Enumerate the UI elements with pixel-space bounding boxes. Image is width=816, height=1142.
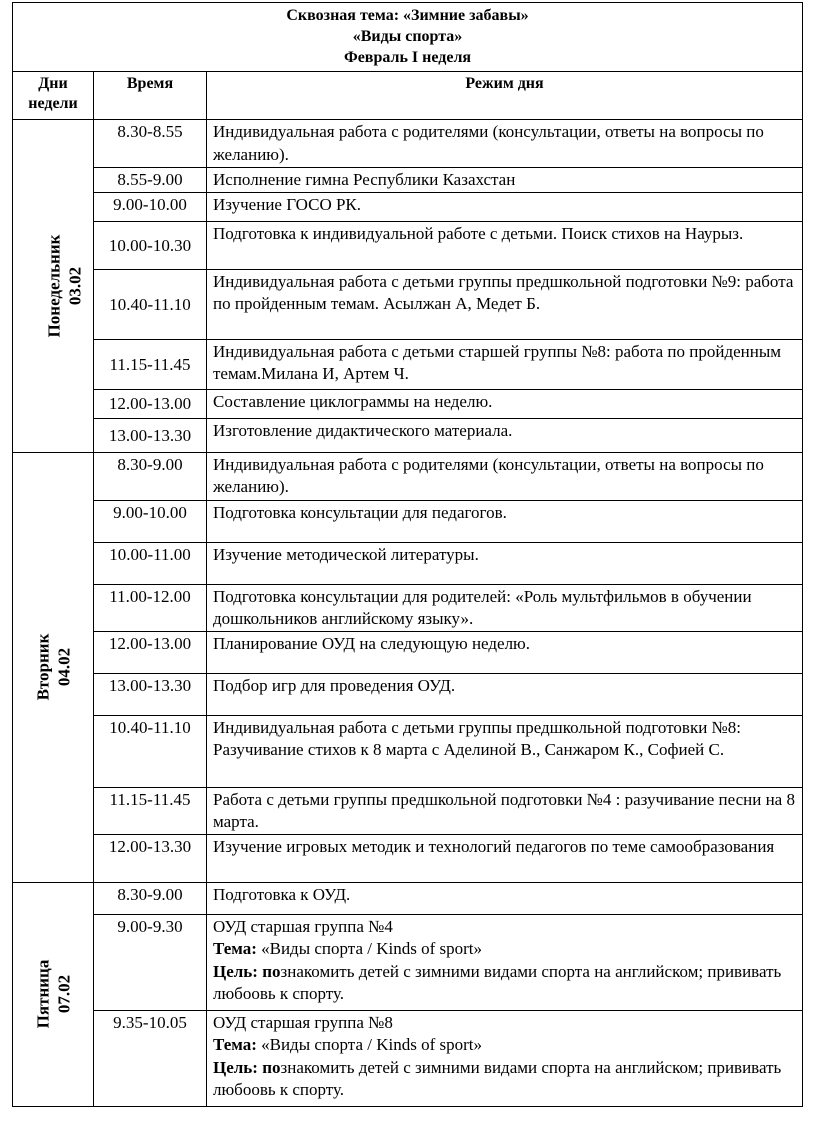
lesson-group: ОУД старшая группа №8 bbox=[213, 1012, 393, 1032]
activity-cell: Составление циклограммы на неделю. bbox=[207, 389, 803, 418]
time-cell: 10.40-11.10 bbox=[94, 269, 207, 339]
time-cell: 10.00-10.30 bbox=[94, 221, 207, 269]
time-cell: 11.15-11.45 bbox=[94, 787, 207, 834]
days-column-header: Дни недели bbox=[13, 72, 94, 120]
activity-cell: Подготовка к индивидуальной работе с детьми. Поиск стихов на Наурыз. bbox=[207, 221, 803, 269]
table-row bbox=[13, 269, 803, 339]
activity-cell: Изготовление дидактического материала. bbox=[207, 418, 803, 452]
time-cell: 8.55-9.00 bbox=[94, 168, 207, 193]
table-row bbox=[13, 192, 803, 221]
time-cell: 11.15-11.45 bbox=[94, 339, 207, 389]
table-row bbox=[13, 168, 803, 193]
table-row bbox=[13, 715, 803, 787]
time-cell: 12.00-13.30 bbox=[94, 834, 207, 882]
day-cell-friday bbox=[13, 882, 94, 1106]
time-cell: 11.00-12.00 bbox=[94, 584, 207, 631]
activity-cell: Подготовка консультации для педагогов. bbox=[207, 500, 803, 542]
column-header-row bbox=[13, 72, 803, 120]
table-row bbox=[13, 673, 803, 715]
lesson-topic: Тема: «Виды спорта / Kinds of sport» bbox=[213, 1035, 482, 1054]
day-cell-tuesday bbox=[13, 452, 94, 882]
table-row bbox=[13, 914, 803, 1010]
lesson-group: ОУД старшая группа №4 bbox=[213, 916, 393, 936]
time-cell: 8.30-8.55 bbox=[94, 120, 207, 168]
time-cell: 8.30-9.00 bbox=[94, 452, 207, 500]
activity-cell: Индивидуальная работа с детьми группы предшкольной подготовки №8: Разучивание стихов к 8 марта с Аделиной В., Санжаром К., Софией С. bbox=[207, 715, 803, 787]
time-cell: 9.00-10.00 bbox=[94, 192, 207, 221]
table-title bbox=[13, 3, 803, 72]
activity-cell: Изучение игровых методик и технологий педагогов по теме самообразования bbox=[207, 834, 803, 882]
activity-cell: Подготовка консультации для родителей: «Роль мультфильмов в обучении дошкольников английскому языку». bbox=[207, 584, 803, 631]
activity-cell: Индивидуальная работа с родителями (консультации, ответы на вопросы по желанию). bbox=[207, 452, 803, 500]
title-line-2: «Виды спорта» bbox=[352, 28, 463, 45]
table-row bbox=[13, 787, 803, 834]
activity-cell: Работа с детьми группы предшкольной подготовки №4 : разучивание песни на 8 марта. bbox=[207, 787, 803, 834]
title-line-1: Сквозная тема: «Зимние забавы» bbox=[286, 7, 529, 24]
table-row bbox=[13, 389, 803, 418]
activity-cell: Планирование ОУД на следующую неделю. bbox=[207, 631, 803, 673]
title-line-3: Февраль I неделя bbox=[343, 49, 472, 66]
table-header-row bbox=[13, 3, 803, 72]
table-row bbox=[13, 120, 803, 168]
activity-cell: Индивидуальная работа с родителями (консультации, ответы на вопросы по желанию). bbox=[207, 120, 803, 168]
time-cell: 10.00-11.00 bbox=[94, 542, 207, 584]
time-cell: 9.00-9.30 bbox=[94, 914, 207, 1010]
day-label: Пятница 07.02 bbox=[33, 959, 73, 1029]
time-cell: 9.00-10.00 bbox=[94, 500, 207, 542]
time-cell: 12.00-13.00 bbox=[94, 389, 207, 418]
activity-cell: Изучение методической литературы. bbox=[207, 542, 803, 584]
activity-cell bbox=[207, 1010, 803, 1106]
time-cell: 9.35-10.05 bbox=[94, 1010, 207, 1106]
time-cell: 13.00-13.30 bbox=[94, 418, 207, 452]
day-label: Понедельник 03.02 bbox=[44, 234, 85, 338]
activity-cell bbox=[207, 914, 803, 1010]
time-column-header: Время bbox=[94, 72, 207, 120]
lesson-goal: Цель: познакомить детей с зимними видами спорта на английском; прививать любоовь к спорту. bbox=[213, 1057, 782, 1099]
table-row bbox=[13, 339, 803, 389]
table-row bbox=[13, 631, 803, 673]
mode-column-header: Режим дня bbox=[207, 72, 803, 120]
table-row bbox=[13, 418, 803, 452]
time-cell: 10.40-11.10 bbox=[94, 715, 207, 787]
table-row bbox=[13, 542, 803, 584]
time-cell: 12.00-13.00 bbox=[94, 631, 207, 673]
table-row bbox=[13, 882, 803, 914]
table-row bbox=[13, 584, 803, 631]
table-row bbox=[13, 500, 803, 542]
activity-cell: Исполнение гимна Республики Казахстан bbox=[207, 168, 803, 193]
time-cell: 13.00-13.30 bbox=[94, 673, 207, 715]
day-cell-monday bbox=[13, 120, 94, 453]
activity-cell: Индивидуальная работа с детьми старшей группы №8: работа по пройденным темам.Милана И, Артем Ч. bbox=[207, 339, 803, 389]
table-row bbox=[13, 452, 803, 500]
activity-cell: Подготовка к ОУД. bbox=[207, 882, 803, 914]
table-row bbox=[13, 834, 803, 882]
time-cell: 8.30-9.00 bbox=[94, 882, 207, 914]
activity-cell: Изучение ГОСО РК. bbox=[207, 192, 803, 221]
activity-cell: Индивидуальная работа с детьми группы предшкольной подготовки №9: работа по пройденным темам. Асылжан А, Медет Б. bbox=[207, 269, 803, 339]
lesson-goal: Цель: познакомить детей с зимними видами спорта на английском; прививать любоовь к спорту. bbox=[213, 961, 782, 1003]
day-label: Вторник 04.02 bbox=[33, 633, 73, 701]
activity-cell: Подбор игр для проведения ОУД. bbox=[207, 673, 803, 715]
lesson-topic: Тема: «Виды спорта / Kinds of sport» bbox=[213, 939, 482, 958]
table-row bbox=[13, 221, 803, 269]
table-row bbox=[13, 1010, 803, 1106]
schedule-table bbox=[12, 2, 803, 1107]
